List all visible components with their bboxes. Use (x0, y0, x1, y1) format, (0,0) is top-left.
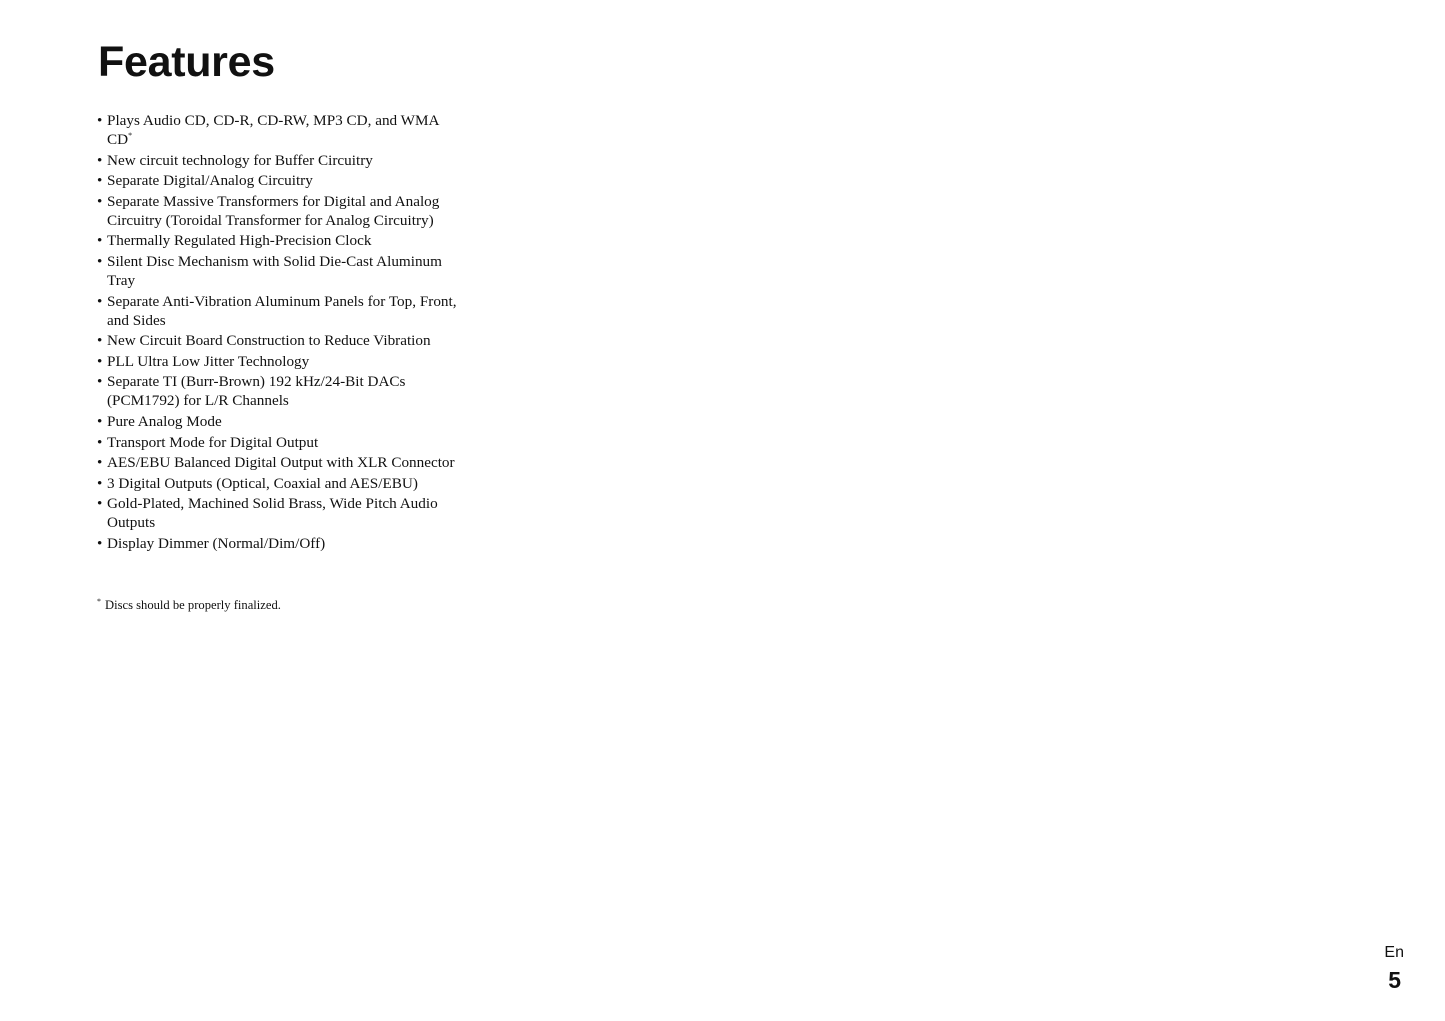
footnote (97, 594, 281, 613)
feature-list-item (97, 331, 467, 350)
bullet-icon: • (97, 412, 103, 430)
page-number: 5 (1388, 967, 1401, 993)
feature-text: Plays Audio CD, CD-R, CD-RW, MP3 CD, and WMA CD (107, 112, 439, 148)
bullet-icon: • (97, 474, 103, 492)
footnote-text: Discs should be properly finalized. (105, 598, 281, 612)
feature-list-item (97, 111, 467, 149)
feature-text: PLL Ultra Low Jitter Technology (107, 352, 310, 370)
bullet-icon: • (97, 172, 103, 190)
feature-text: Separate TI (Burr-Brown) 192 kHz/24-Bit DACs (PCM1792) for L/R Channels (107, 373, 406, 410)
feature-list-item (97, 292, 467, 330)
feature-list-item (97, 474, 467, 493)
bullet-icon: • (97, 454, 103, 472)
feature-text: Pure Analog Mode (107, 412, 222, 430)
bullet-icon: • (97, 151, 103, 169)
bullet-icon: • (97, 495, 103, 513)
feature-list-item (97, 372, 467, 410)
page-title: Features (98, 38, 275, 86)
feature-list (97, 111, 467, 555)
bullet-icon: • (97, 232, 103, 250)
bullet-icon: • (97, 332, 103, 350)
feature-text: Thermally Regulated High-Precision Clock (107, 232, 372, 250)
language-label: En (1384, 944, 1404, 961)
footnote-mark: * (97, 597, 101, 606)
feature-list-item (97, 534, 467, 553)
feature-text: Separate Anti-Vibration Aluminum Panels for Top, Front, and Sides (107, 292, 457, 329)
bullet-icon: • (97, 192, 103, 210)
feature-list-item (97, 252, 467, 290)
feature-text: Separate Massive Transformers for Digital and Analog Circuitry (Toroidal Transformer for Analog Circuitry) (107, 192, 440, 229)
bullet-icon: • (97, 352, 103, 370)
bullet-icon: • (97, 373, 103, 391)
feature-text: Silent Disc Mechanism with Solid Die-Cast Aluminum Tray (107, 252, 442, 289)
bullet-icon: • (97, 292, 103, 310)
feature-text: Gold-Plated, Machined Solid Brass, Wide Pitch Audio Outputs (107, 495, 438, 532)
feature-list-item (97, 494, 467, 532)
bullet-icon: • (97, 433, 103, 451)
bullet-icon: • (97, 534, 103, 552)
feature-list-item (97, 171, 467, 190)
feature-list-item (97, 192, 467, 230)
feature-text: Transport Mode for Digital Output (107, 433, 319, 451)
feature-list-item (97, 151, 467, 170)
feature-text: 3 Digital Outputs (Optical, Coaxial and AES/EBU) (107, 474, 418, 492)
feature-list-item (97, 433, 467, 452)
footnote-ref: * (128, 131, 133, 140)
feature-list-item (97, 231, 467, 250)
bullet-icon: • (97, 252, 103, 270)
feature-text: New Circuit Board Construction to Reduce Vibration (107, 332, 431, 350)
bullet-icon: • (97, 112, 103, 129)
feature-list-item (97, 412, 467, 431)
feature-text: New circuit technology for Buffer Circuitry (107, 151, 373, 169)
feature-list-item (97, 453, 467, 472)
feature-text: Display Dimmer (Normal/Dim/Off) (107, 534, 326, 552)
feature-list-item (97, 352, 467, 371)
feature-text: AES/EBU Balanced Digital Output with XLR Connector (107, 454, 455, 472)
feature-text: Separate Digital/Analog Circuitry (107, 172, 313, 190)
